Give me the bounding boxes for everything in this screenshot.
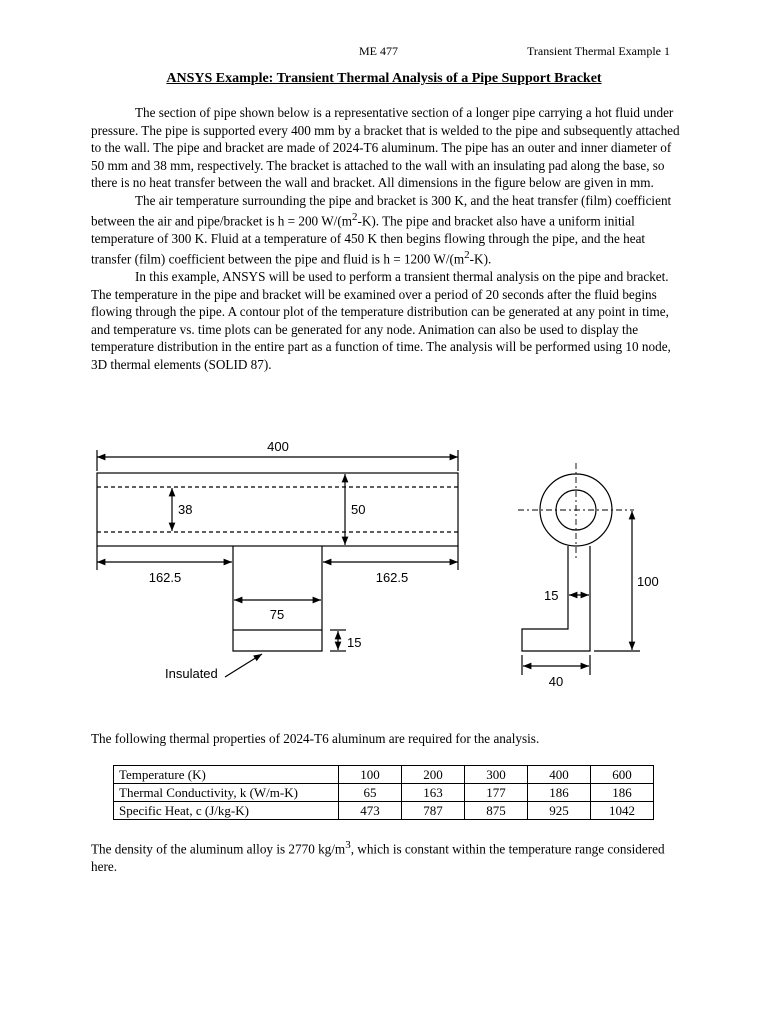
- row-label: Specific Heat, c (J/kg-K): [114, 802, 339, 820]
- insulated-leader: [225, 654, 262, 677]
- dim-label-75: 75: [269, 607, 285, 622]
- table-cell: 400: [528, 766, 591, 784]
- dim-label-100: 100: [637, 574, 659, 589]
- row-label: Temperature (K): [114, 766, 339, 784]
- dim-label-40: 40: [548, 674, 564, 689]
- superscript: 3: [345, 839, 351, 851]
- table-cell: 473: [339, 802, 402, 820]
- insulated-label: Insulated: [165, 666, 218, 681]
- bracket-figure: [0, 425, 768, 695]
- pipe-outline: [97, 473, 458, 546]
- dim-label-15-pad: 15: [347, 635, 362, 650]
- table-cell: 787: [402, 802, 465, 820]
- dim-label-50: 50: [351, 502, 366, 517]
- table-cell: 600: [591, 766, 654, 784]
- properties-table: [113, 765, 654, 820]
- paragraph-intro: The section of pipe shown below is a representative section of a longer pipe carrying a hot fluid under pressure. The pipe is supported every 400 mm by a bracket that is welded to the pipe and subsequently attached to the wall. The pipe and bracket are made of 2024-T6 aluminum. The pipe has an outer and inner diameter of 50 mm and 38 mm, respectively. The bracket is attached to the wall with an insulating pad along the base, so there is no heat transfer between the wall and bracket. All dimensions in the figure below are given in mm.: [91, 105, 680, 190]
- table-cell: 186: [528, 784, 591, 802]
- table-cell: 1042: [591, 802, 654, 820]
- bracket-outline: [233, 546, 322, 651]
- table-cell: 100: [339, 766, 402, 784]
- superscript: 2: [351, 211, 358, 223]
- table-row: [114, 802, 654, 820]
- table-cell: 925: [528, 802, 591, 820]
- table-cell: 163: [402, 784, 465, 802]
- text-span: The air temperature surrounding the pipe and bracket is 300 K, and the heat transfer (film) coefficient between the air and pipe/bracket is h = 200 W/(m: [91, 192, 672, 229]
- dim-label-162-5-left: 162.5: [148, 570, 182, 585]
- paragraph-conditions: [91, 192, 681, 269]
- dim-label-400: 400: [267, 439, 289, 454]
- paragraph-procedure: In this example, ANSYS will be used to perform a transient thermal analysis on the pipe and bracket. The temperature in the pipe and bracket will be examined over a period of 20 seconds after the fluid begins flowing through the pipe. A contour plot of the temperature distribution can be generated at any point in time, and temperature vs. time plots can be generated for any node. Animation can also be used to display the temperature distribution in the entire part as a function of time. The analysis will be performed using 10 node, 3D thermal elements (SOLID 87).: [91, 269, 671, 372]
- row-label: Thermal Conductivity, k (W/m-K): [114, 784, 339, 802]
- table-intro: The following thermal properties of 2024-T6 aluminum are required for the analysis.: [91, 731, 540, 746]
- table-cell: 177: [465, 784, 528, 802]
- page-title: ANSYS Example: Transient Thermal Analysis of a Pipe Support Bracket: [166, 71, 602, 86]
- text-span: , which is constant within the temperature range considered here.: [91, 841, 665, 875]
- dim-label-38: 38: [178, 502, 193, 517]
- table-row: [114, 784, 654, 802]
- table-cell: 200: [402, 766, 465, 784]
- text-span: The density of the aluminum alloy is 2770 kg/m: [91, 841, 346, 857]
- header-course: ME 477: [359, 44, 398, 58]
- dim-label-15-side: 15: [544, 588, 559, 603]
- text-span: -K).: [469, 251, 492, 267]
- dim-label-162-5-right: 162.5: [375, 570, 409, 585]
- table-cell: 875: [465, 802, 528, 820]
- text-span: -K). The pipe and bracket also have a uniform initial temperature of 300 K. Fluid at a temperature of 450 K then begins flowing through the pipe, and the heat transfer (film) coefficient between the pipe and fluid is h = 1200 W/(m: [91, 213, 646, 267]
- density-note: [91, 836, 691, 876]
- table-cell: 65: [339, 784, 402, 802]
- table-row: [114, 766, 654, 784]
- header-doc-title: Transient Thermal Example 1: [527, 44, 670, 58]
- table-cell: 300: [465, 766, 528, 784]
- body-text: [91, 104, 681, 373]
- superscript: 2: [464, 249, 470, 262]
- table-cell: 186: [591, 784, 654, 802]
